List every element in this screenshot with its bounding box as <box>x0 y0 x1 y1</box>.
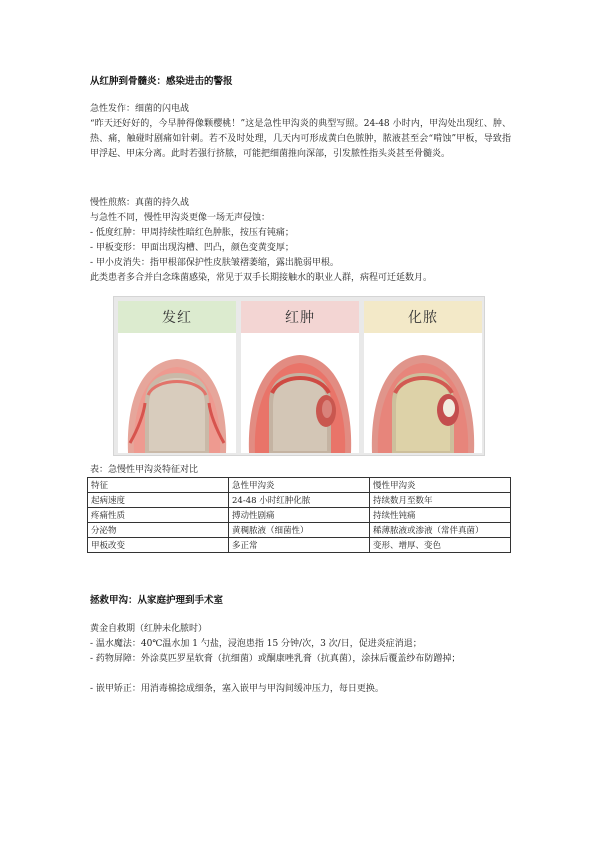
table-header-cell: 急性甲沟炎 <box>229 478 370 493</box>
nail-pus-image <box>364 333 482 453</box>
table-cell: 稀薄脓液或渗液（常伴真菌） <box>370 523 511 538</box>
chronic-item: - 低度红肿：甲周持续性暗红色肿胀，按压有钝痛； <box>90 228 294 238</box>
table-cell: 搏动性剧痛 <box>229 508 370 523</box>
care-item: - 嵌甲矫正：用消毒棉捻成细条，塞入嵌甲与甲沟间缓冲压力，每日更换。 <box>90 684 384 694</box>
table-cell: 变形、增厚、变色 <box>370 538 511 553</box>
table-cell: 甲板改变 <box>88 538 229 553</box>
panel-label-swelling: 红肿 <box>241 301 359 333</box>
table-cell: 起病速度 <box>88 493 229 508</box>
chronic-item: - 甲板变形：甲面出现沟槽、凹凸，颜色变黄变厚； <box>90 243 294 253</box>
table-cell: 24-48 小时红肿化脓 <box>229 493 370 508</box>
table-cell: 持续性钝痛 <box>370 508 511 523</box>
table-cell: 疼痛性质 <box>88 508 229 523</box>
table-cell: 持续数月至数年 <box>370 493 511 508</box>
table-cell: 多正常 <box>229 538 370 553</box>
figure-panel-pus <box>364 301 482 453</box>
care-item: - 药物屏障：外涂莫匹罗星软膏（抗细菌）或酮康唑乳膏（抗真菌），涂抹后覆盖纱布防蹭掉； <box>90 654 461 664</box>
nail-swelling-image <box>241 333 359 453</box>
chronic-item: - 甲小皮消失：指甲根部保护性皮肤皱褶萎缩，露出脆弱甲根。 <box>90 258 339 268</box>
acute-heading: 急性发作：细菌的闪电战 <box>90 104 190 114</box>
care-item: - 温水魔法：40℃温水加 1 勺盐，浸泡患指 15 分钟/次，3 次/日，促进炎症消退； <box>90 639 422 649</box>
figure-panel-swelling <box>241 301 359 453</box>
table-row <box>88 508 511 523</box>
table-caption: 表：急慢性甲沟炎特征对比 <box>90 465 199 475</box>
table-header-cell: 特征 <box>88 478 229 493</box>
table-row <box>88 538 511 553</box>
table-row <box>88 523 511 538</box>
panel-label-pus: 化脓 <box>364 301 482 333</box>
table-cell: 黄稠脓液（细菌性） <box>229 523 370 538</box>
care-heading: 黄金自救期（红肿未化脓时） <box>90 624 208 634</box>
chronic-note: 此类患者多合并白念珠菌感染，常见于双手长期接触水的职业人群，病程可迁延数月。 <box>90 273 433 283</box>
panel-label-redness: 发红 <box>118 301 236 333</box>
table-row <box>88 493 511 508</box>
acute-paragraph: “昨天还好好的，今早肿得像颗樱桃！”这是急性甲沟炎的典型写照。24-48 小时内，甲沟处出现红、肿、热、痛，触碰时剧痛如针刺。若不及时处理，几天内可形成黄白色脓肿，脓液甚至会“啃蚀”甲板，导致指甲浮起、甲床分离。此时若强行挤脓，可能把细菌推向深部，引发脓性指头炎甚至骨髓炎。 <box>90 119 511 159</box>
chronic-heading: 慢性煎熬：真菌的持久战 <box>90 198 190 208</box>
figure-panel-redness <box>118 301 236 453</box>
table-header-cell: 慢性甲沟炎 <box>370 478 511 493</box>
section-title-infection: 从红肿到骨髓炎：感染进击的警报 <box>90 76 233 87</box>
section-title-treatment: 拯救甲沟：从家庭护理到手术室 <box>90 595 224 606</box>
nail-redness-image <box>118 333 236 453</box>
table-header-row <box>88 478 511 493</box>
comparison-table <box>87 477 511 553</box>
nail-stages-figure <box>113 296 485 456</box>
table-cell: 分泌物 <box>88 523 229 538</box>
chronic-intro: 与急性不同，慢性甲沟炎更像一场无声侵蚀： <box>90 213 271 223</box>
